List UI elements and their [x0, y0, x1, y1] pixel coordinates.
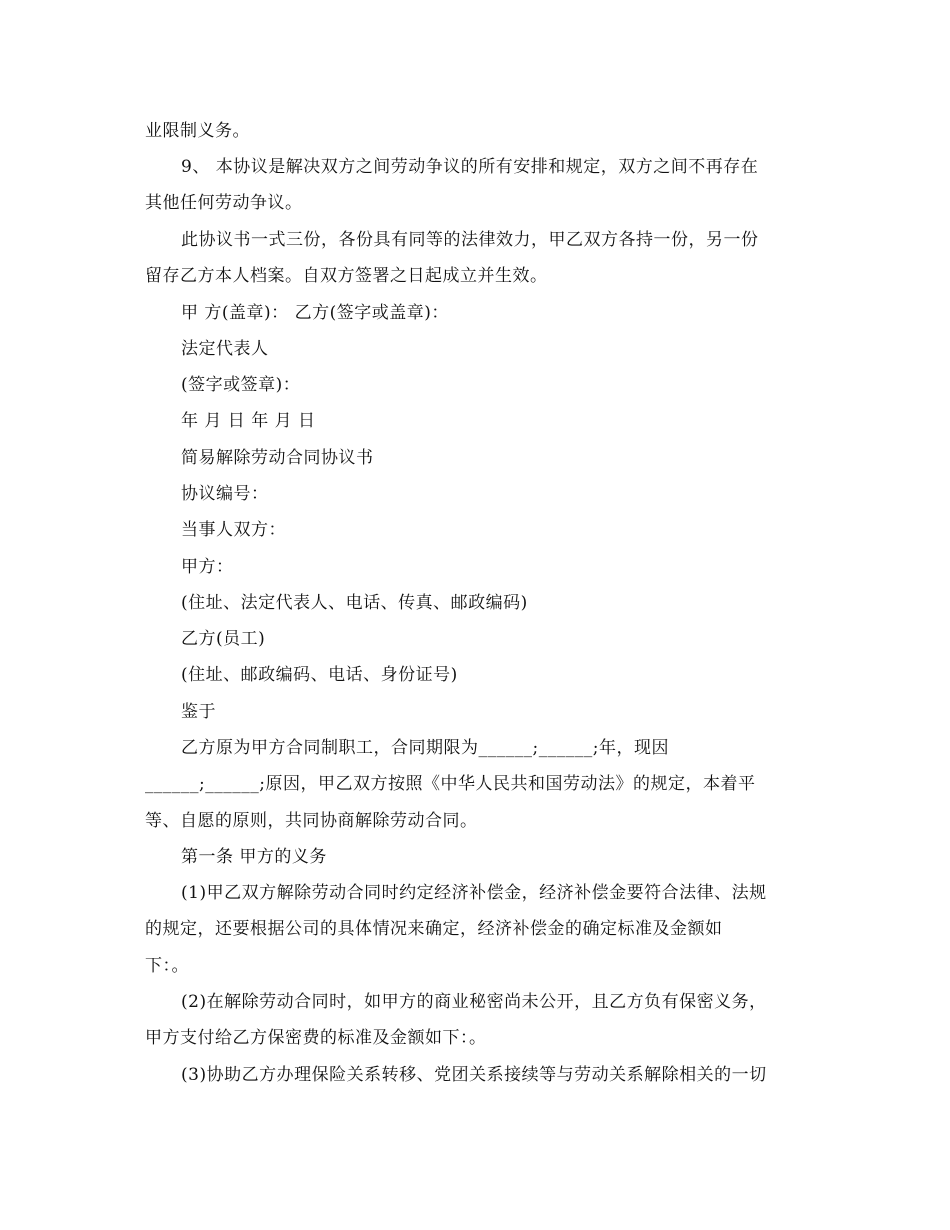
text-line: 等、自愿的原则，共同协商解除劳动合同。 [145, 811, 478, 831]
text-line: 年 月 日 年 月 日 [181, 411, 316, 431]
text-line: 协议编号： [181, 484, 269, 504]
text-line: (住址、法定代表人、电话、传真、邮政编码) [181, 593, 528, 613]
text-line: 留存乙方本人档案。自双方签署之日起成立并生效。 [145, 266, 548, 286]
text-line: (签字或签章)： [181, 375, 301, 395]
text-line: 第一条 甲方的义务 [181, 847, 327, 867]
text-line: (2)在解除劳动合同时，如甲方的商业秘密尚未公开，且乙方负有保密义务， [181, 992, 767, 1012]
text-line: 简易解除劳动合同协议书 [181, 448, 374, 468]
text-line: (住址、邮政编码、电话、身份证号) [181, 665, 458, 685]
text-line: 鉴于 [181, 702, 216, 722]
text-line: 法定代表人 [181, 339, 269, 359]
text-line: 下：。 [145, 956, 189, 976]
text-line: 乙方(员工) [181, 629, 266, 649]
text-line: 的规定，还要根据公司的具体情况来确定，经济补偿金的确定标准及金额如 [145, 919, 723, 939]
text-line: 当事人双方： [181, 520, 286, 540]
text-line: ______;______;原因，甲乙双方按照《中华人民共和国劳动法》的规定，本着平 [145, 774, 756, 794]
text-line: 甲方： [181, 557, 234, 577]
text-line: 其他任何劳动争议。 [145, 193, 303, 213]
text-line: 业限制义务。 [145, 121, 250, 141]
text-line: 9、 本协议是解决双方之间劳动争议的所有安排和规定，双方之间不再存在 [181, 157, 759, 177]
text-line: (3)协助乙方办理保险关系转移、党团关系接续等与劳动关系解除相关的一切 [181, 1065, 767, 1085]
text-line: 此协议书一式三份，各份具有同等的法律效力，甲乙双方各持一份，另一份 [181, 230, 759, 250]
text-line: 甲 方(盖章)： 乙方(签字或盖章)： [181, 303, 449, 323]
text-line: 乙方原为甲方合同制职工，合同期限为______;______;年，现因 [181, 738, 669, 758]
text-line: 甲方支付给乙方保密费的标准及金额如下：。 [145, 1028, 487, 1048]
text-line: (1)甲乙双方解除劳动合同时约定经济补偿金，经济补偿金要符合法律、法规 [181, 883, 767, 903]
